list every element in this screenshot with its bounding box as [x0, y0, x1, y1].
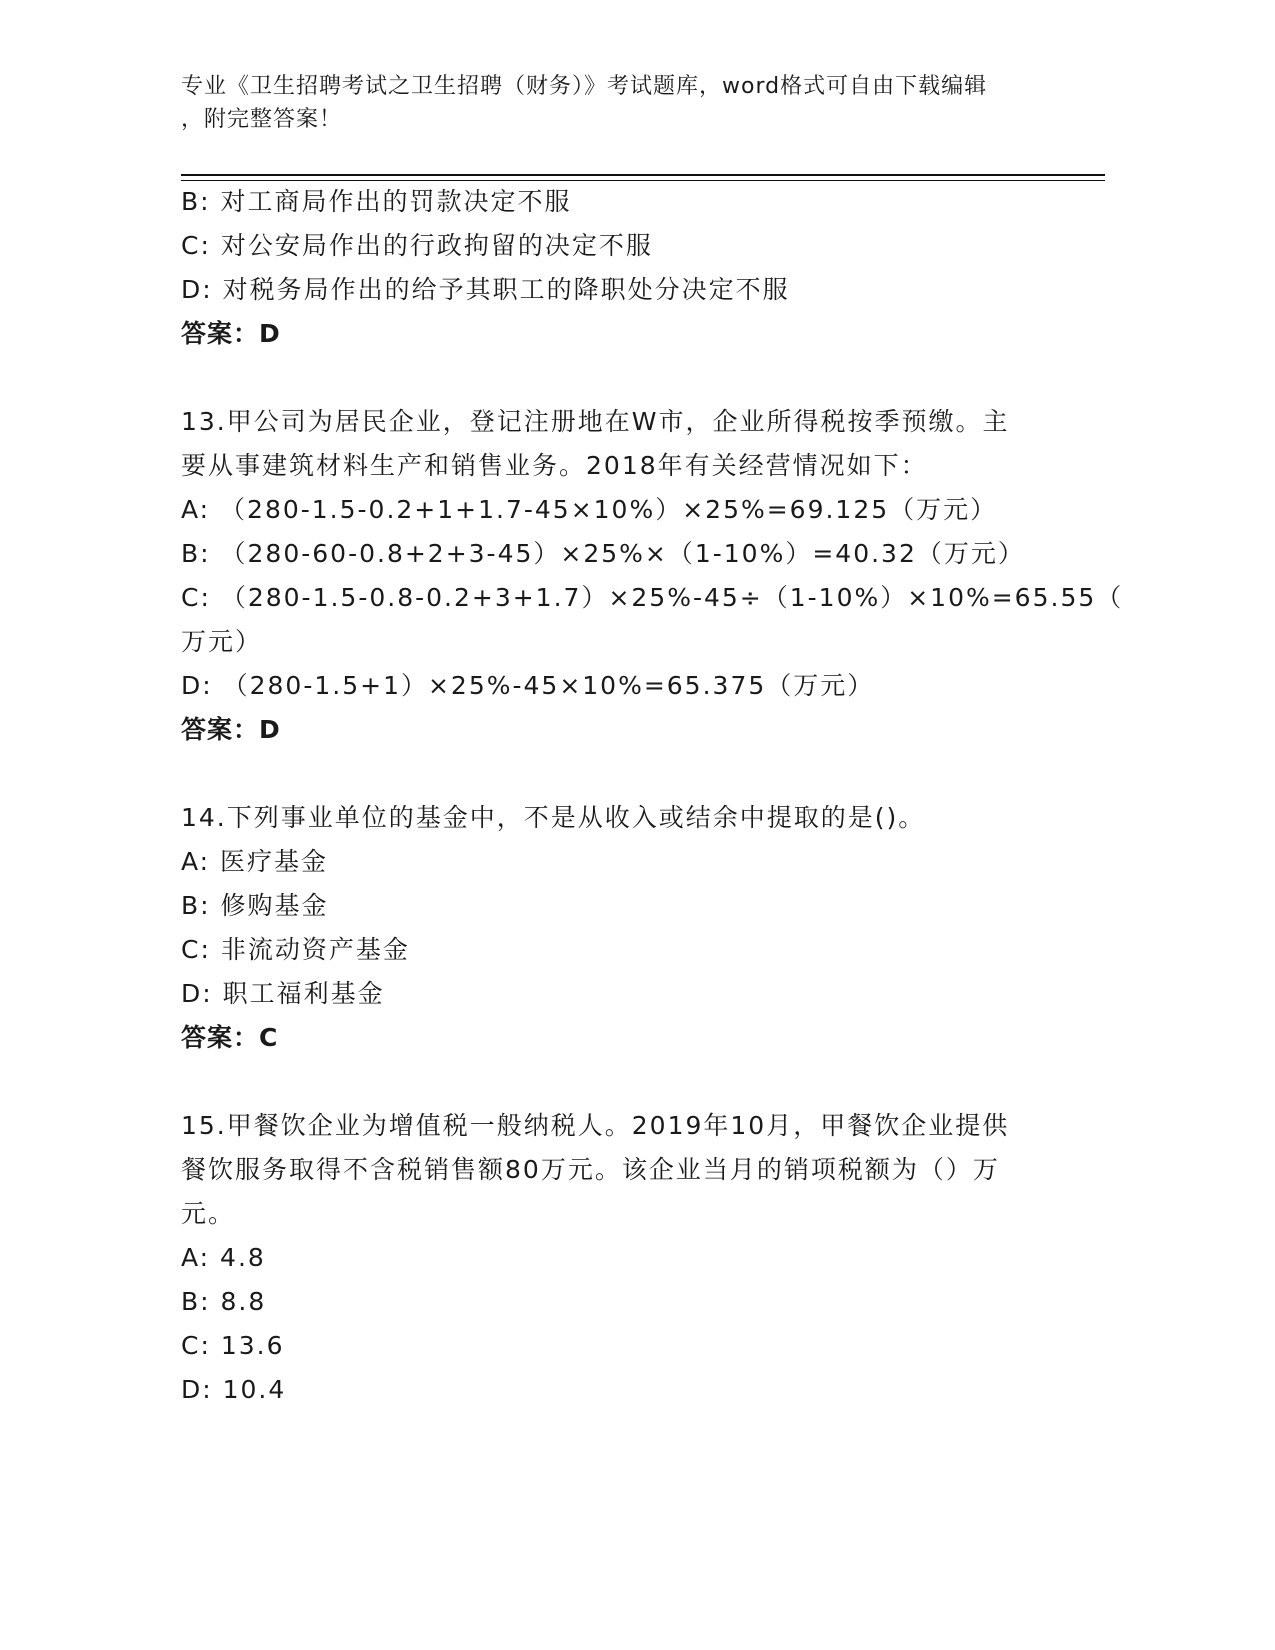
option-d: D: 10.4: [181, 1375, 287, 1404]
option-c: C: 13.6: [181, 1331, 285, 1360]
option-c-cont: 万元）: [181, 627, 263, 656]
option-d: D: （280-1.5+1）×25%-45×10%=65.375（万元）: [181, 671, 875, 700]
question-12-tail: [181, 180, 1041, 356]
option-b: B: 修购基金: [181, 891, 329, 920]
question-content: [181, 180, 1124, 1412]
option-a: A: 医疗基金: [181, 847, 329, 876]
option-d: D: 对税务局作出的给予其职工的降职处分决定不服: [181, 275, 790, 304]
answer-line: 答案：C: [181, 1023, 279, 1052]
question-14: [181, 796, 1041, 1060]
question-stem-cont: 要从事建筑材料生产和销售业务。2018年有关经营情况如下：: [181, 451, 928, 480]
spacer: [181, 356, 1041, 400]
option-b: B: 对工商局作出的罚款决定不服: [181, 187, 572, 216]
option-b: B: 8.8: [181, 1287, 267, 1316]
option-b: B: （280-60-0.8+2+3-45）×25%×（1-10%）=40.32（万元）: [181, 539, 1025, 568]
header-divider-thick: [181, 174, 1105, 176]
option-d: D: 职工福利基金: [181, 979, 385, 1008]
spacer: [181, 752, 1041, 796]
spacer: [181, 1060, 1041, 1104]
option-c: C: （280-1.5-0.8-0.2+3+1.7）×25%-45÷（1-10%）×10%=65.55（: [181, 583, 1124, 612]
option-c: C: 非流动资产基金: [181, 935, 410, 964]
question-stem: 14.下列事业单位的基金中，不是从收入或结余中提取的是()。: [181, 803, 926, 832]
answer-line: 答案：D: [181, 319, 281, 348]
question-13: [181, 400, 1124, 752]
answer-line: 答案：D: [181, 715, 281, 744]
option-c: C: 对公安局作出的行政拘留的决定不服: [181, 231, 653, 260]
question-stem-cont: 元。: [181, 1199, 236, 1228]
question-stem-cont: 餐饮服务取得不含税销售额80万元。该企业当月的销项税额为（）万: [181, 1155, 1000, 1184]
option-a: A: （280-1.5-0.2+1+1.7-45×10%）×25%=69.125（万元）: [181, 495, 998, 524]
document-header: [181, 70, 1061, 136]
header-line-2: ，附完整答案！: [181, 107, 343, 132]
option-a: A: 4.8: [181, 1243, 266, 1272]
question-stem: 15.甲餐饮企业为增值税一般纳税人。2019年10月，甲餐饮企业提供: [181, 1111, 1010, 1140]
question-stem: 13.甲公司为居民企业，登记注册地在W市，企业所得税按季预缴。主: [181, 407, 1010, 436]
header-line-1: 专业《卫生招聘考试之卫生招聘（财务）》考试题库，word格式可自由下载编辑: [181, 74, 988, 99]
question-15: [181, 1104, 1041, 1412]
